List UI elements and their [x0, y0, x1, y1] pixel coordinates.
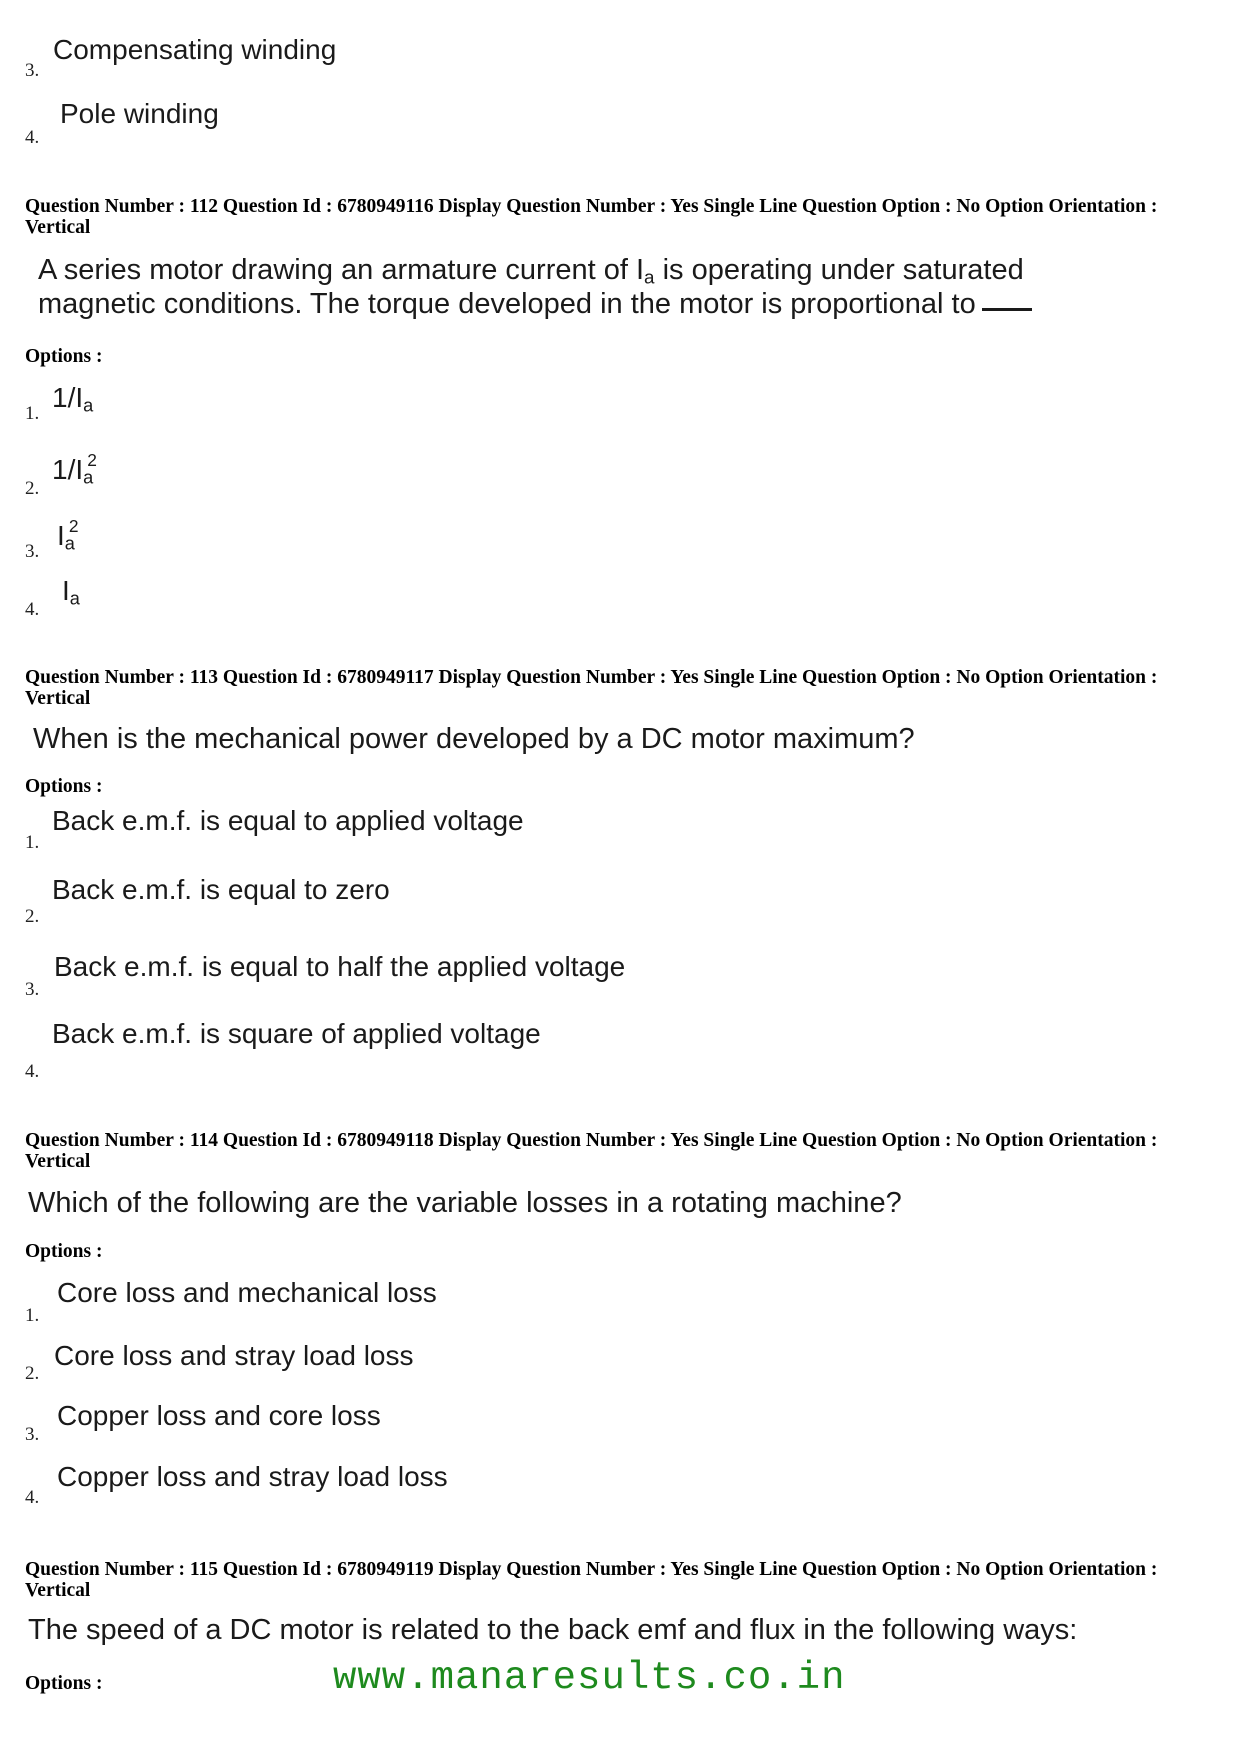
options-label: Options :	[25, 1673, 103, 1694]
option-text: Core loss and mechanical loss	[57, 1277, 437, 1308]
option-text: Back e.m.f. is square of applied voltage	[52, 1018, 541, 1049]
option-number: 2.	[25, 478, 40, 499]
options-label: Options :	[25, 346, 103, 367]
subscript: a	[64, 533, 75, 554]
option-text: Back e.m.f. is equal to applied voltage	[52, 805, 524, 836]
option-base: 1/I	[52, 454, 84, 486]
option-number: 1.	[25, 832, 40, 853]
option-number: 2.	[25, 906, 40, 927]
option-text	[62, 575, 80, 610]
option-text	[52, 450, 97, 489]
option-text: Pole winding	[60, 98, 219, 129]
question-text-part: magnetic conditions. The torque developed in the motor is proportional to	[38, 288, 976, 320]
option-text: Back e.m.f. is equal to zero	[52, 874, 390, 905]
option-base: I	[62, 575, 70, 606]
option-text: Core loss and stray load loss	[54, 1340, 414, 1371]
option-base: I	[57, 520, 65, 552]
option-number: 2.	[25, 1363, 40, 1384]
answer-blank	[982, 308, 1032, 311]
option-number: 4.	[25, 599, 40, 620]
option-text: Copper loss and core loss	[57, 1400, 381, 1431]
superscript: 2	[87, 450, 97, 470]
question-text-part: is operating under saturated	[654, 254, 1024, 286]
options-label: Options :	[25, 1241, 103, 1262]
subscript: a	[69, 588, 80, 609]
subscript: a	[83, 467, 94, 488]
question-text: Which of the following are the variable losses in a rotating machine?	[28, 1187, 902, 1219]
option-text	[52, 382, 93, 417]
subscript: a	[83, 395, 94, 416]
options-label: Options :	[25, 776, 103, 797]
option-text: Copper loss and stray load loss	[57, 1461, 448, 1492]
option-number: 3.	[25, 541, 40, 562]
option-base: 1/I	[52, 382, 84, 413]
option-number: 3.	[25, 1424, 40, 1445]
superscript: 2	[68, 516, 79, 536]
subscript: a	[644, 266, 655, 288]
option-number: 1.	[25, 1305, 40, 1326]
question-text: The speed of a DC motor is related to the back emf and flux in the following ways:	[28, 1614, 1078, 1646]
option-number: 3.	[25, 979, 40, 1000]
question-meta: Question Number : 113 Question Id : 6780949117 Display Question Number : Yes Single Line Question Option : No Option Orientation : Vertical	[25, 667, 1158, 709]
question-text-part: A series motor drawing an armature current of I	[38, 254, 645, 286]
option-number: 4.	[25, 127, 40, 148]
question-meta: Question Number : 114 Question Id : 6780949118 Display Question Number : Yes Single Line Question Option : No Option Orientation : Vertical	[25, 1130, 1158, 1172]
option-number: 1.	[25, 403, 40, 424]
question-meta: Question Number : 112 Question Id : 6780949116 Display Question Number : Yes Single Line Question Option : No Option Orientation : Vertical	[25, 196, 1158, 238]
option-text: Compensating winding	[53, 34, 337, 65]
option-text: Back e.m.f. is equal to half the applied voltage	[54, 951, 626, 982]
question-meta: Question Number : 115 Question Id : 6780949119 Display Question Number : Yes Single Line Question Option : No Option Orientation : Vertical	[25, 1559, 1158, 1601]
question-text: When is the mechanical power developed by a DC motor maximum?	[33, 723, 915, 755]
question-text-line	[38, 287, 1032, 321]
option-number: 4.	[25, 1487, 40, 1508]
option-text	[57, 516, 79, 555]
watermark: www.manaresults.co.in	[333, 1656, 846, 1700]
option-number: 3.	[25, 60, 40, 81]
option-number: 4.	[25, 1061, 40, 1082]
